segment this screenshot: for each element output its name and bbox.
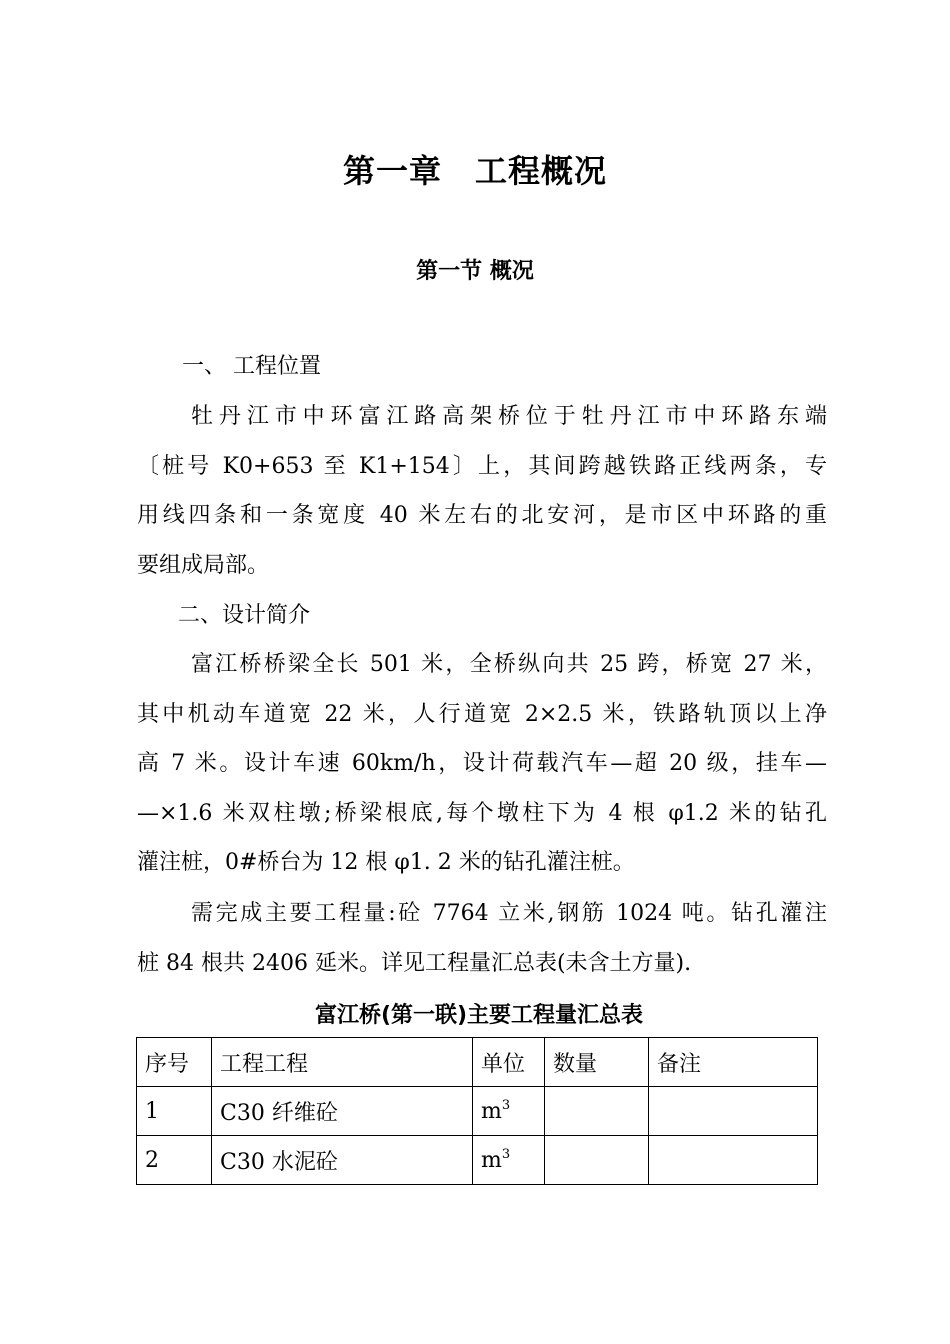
paragraph-line: 用线四条和一条宽度 40 米左右的北安河，是市区中环路的重 (137, 503, 827, 528)
paragraph-project-location (137, 392, 827, 590)
paragraph-line: —×1.6 米双柱墩;桥梁根底,每个墩柱下为 4 根 φ1.2 米的钻孔 (137, 800, 827, 826)
paragraph-line: 〔桩号 K0+653 至 K1+154〕上，其间跨越铁路正线两条，专 (137, 453, 827, 479)
chapter-title: 第一章 工程概况 (342, 152, 607, 190)
heading-design-intro: 二、设计简介 (178, 603, 311, 628)
table-cell-no: 2 (137, 1136, 212, 1185)
paragraph-line: 高 7 米。设计车速 60km/h，设计荷载汽车—超 20 级，挂车— (137, 751, 827, 776)
paragraph-line: 需完成主要工程量:砼 7764 立米,钢筋 1024 吨。钻孔灌注 (191, 901, 827, 926)
paragraph-line: 富江桥桥梁全长 501 米，全桥纵向共 25 跨，桥宽 27 米， (191, 652, 827, 677)
table-cell-item: C30 纤维砼 (212, 1087, 473, 1136)
unit-base: m (481, 1099, 502, 1124)
table-cell-unit (473, 1087, 545, 1136)
table-cell-item: C30 水泥砼 (212, 1136, 473, 1185)
table-header-cell: 数量 (545, 1038, 649, 1087)
paragraph-quantities (137, 889, 827, 988)
table-cell-no: 1 (137, 1087, 212, 1136)
table-row (137, 1087, 818, 1136)
table-header-cell: 单位 (473, 1038, 545, 1087)
table-cell-qty (545, 1087, 649, 1136)
table-header-row (137, 1038, 818, 1087)
unit-base: m (481, 1148, 502, 1173)
paragraph-design-intro (137, 640, 827, 888)
table-cell-unit (473, 1136, 545, 1185)
unit-superscript: 3 (501, 1098, 511, 1113)
quantity-summary-table (136, 1037, 818, 1185)
table-cell-note (649, 1136, 818, 1185)
table-cell-qty (545, 1136, 649, 1185)
table-header-cell: 备注 (649, 1038, 818, 1087)
table-caption: 富江桥(第一联)主要工程量汇总表 (314, 1003, 644, 1028)
paragraph-line: 牡丹江市中环富江路高架桥位于牡丹江市中环路东端 (191, 404, 827, 429)
heading-project-location: 一、 工程位置 (182, 354, 321, 379)
unit-superscript: 3 (501, 1147, 511, 1162)
table-header-cell: 序号 (137, 1038, 212, 1087)
paragraph-line: 灌注桩，0#桥台为 12 根 φ1. 2 米的钻孔灌注桩。 (137, 850, 635, 875)
paragraph-line: 要组成局部。 (137, 552, 270, 578)
table-row (137, 1136, 818, 1185)
paragraph-line: 其中机动车道宽 22 米，人行道宽 2×2.5 米，铁路轨顶以上净 (137, 701, 827, 727)
paragraph-line: 桩 84 根共 2406 延米。详见工程量汇总表(未含土方量). (137, 950, 692, 976)
table-header-cell: 工程工程 (212, 1038, 473, 1087)
table-cell-note (649, 1087, 818, 1136)
section-title: 第一节 概况 (416, 259, 534, 284)
